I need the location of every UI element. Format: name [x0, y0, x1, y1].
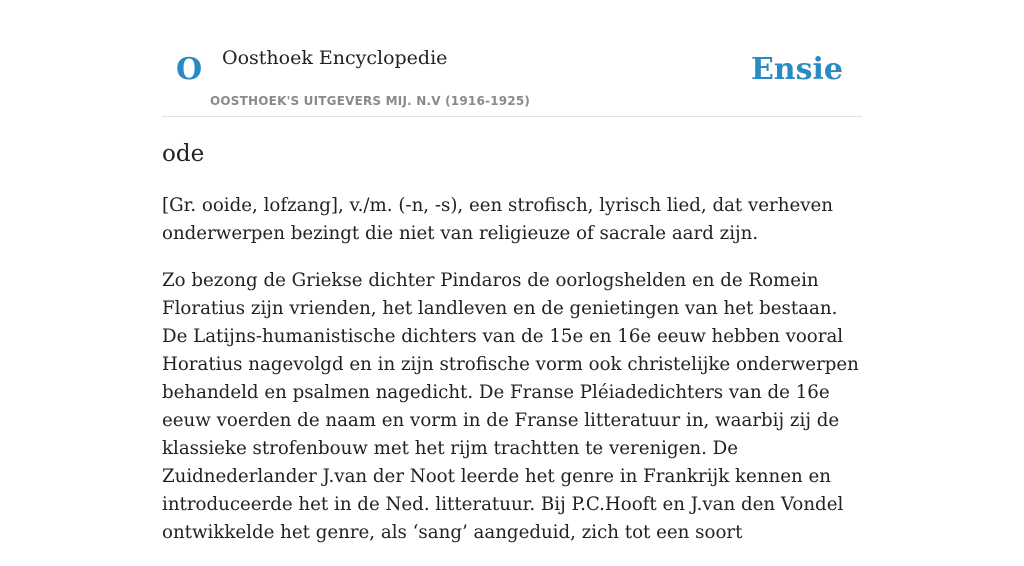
article-headword: ode: [162, 141, 205, 167]
article-paragraph-history: Zo bezong de Griekse dichter Pindaros de oorlogshelden en de Romein Floratius zijn vrienden, het landleven en de genietingen van het bestaan. De Latijns-humanistische dichters van de 15e en 16e eeuw hebben vooral Horatius nagevolgd en in zijn strofische vorm ook christelijke onderwerpen behandeld en psalmen nagedicht. De Franse Pléiadedichters van de 16e eeuw voerden de naam en vorm in de Franse litteratuur in, waarbij zij de klassieke strofenbouw met het rijm trachtten te verenigen. De Zuidnederlander J.van der Noot leerde het genre in Frankrijk kennen en introduceerde het in de Ned. litteratuur. Bij P.C.Hooft en J.van den Vondel ontwikkelde het genre, als ‘sang’ aangeduid, zich tot een soort: [162, 270, 859, 543]
source-title[interactable]: Oosthoek Encyclopedie: [222, 47, 448, 69]
source-header: [162, 0, 862, 117]
brand-logo-link[interactable]: Ensie: [750, 52, 843, 87]
article: [162, 136, 864, 566]
index-letter[interactable]: O: [176, 52, 203, 87]
publisher-label: OOSTHOEK'S UITGEVERS MIJ. N.V (1916-1925): [210, 94, 531, 108]
article-paragraph-definition: [Gr. ooide, lofzang], v./m. (-n, -s), een strofisch, lyrisch lied, dat verheven onderwerpen bezingt die niet van religieuze of sacrale aard zijn.: [162, 195, 833, 244]
